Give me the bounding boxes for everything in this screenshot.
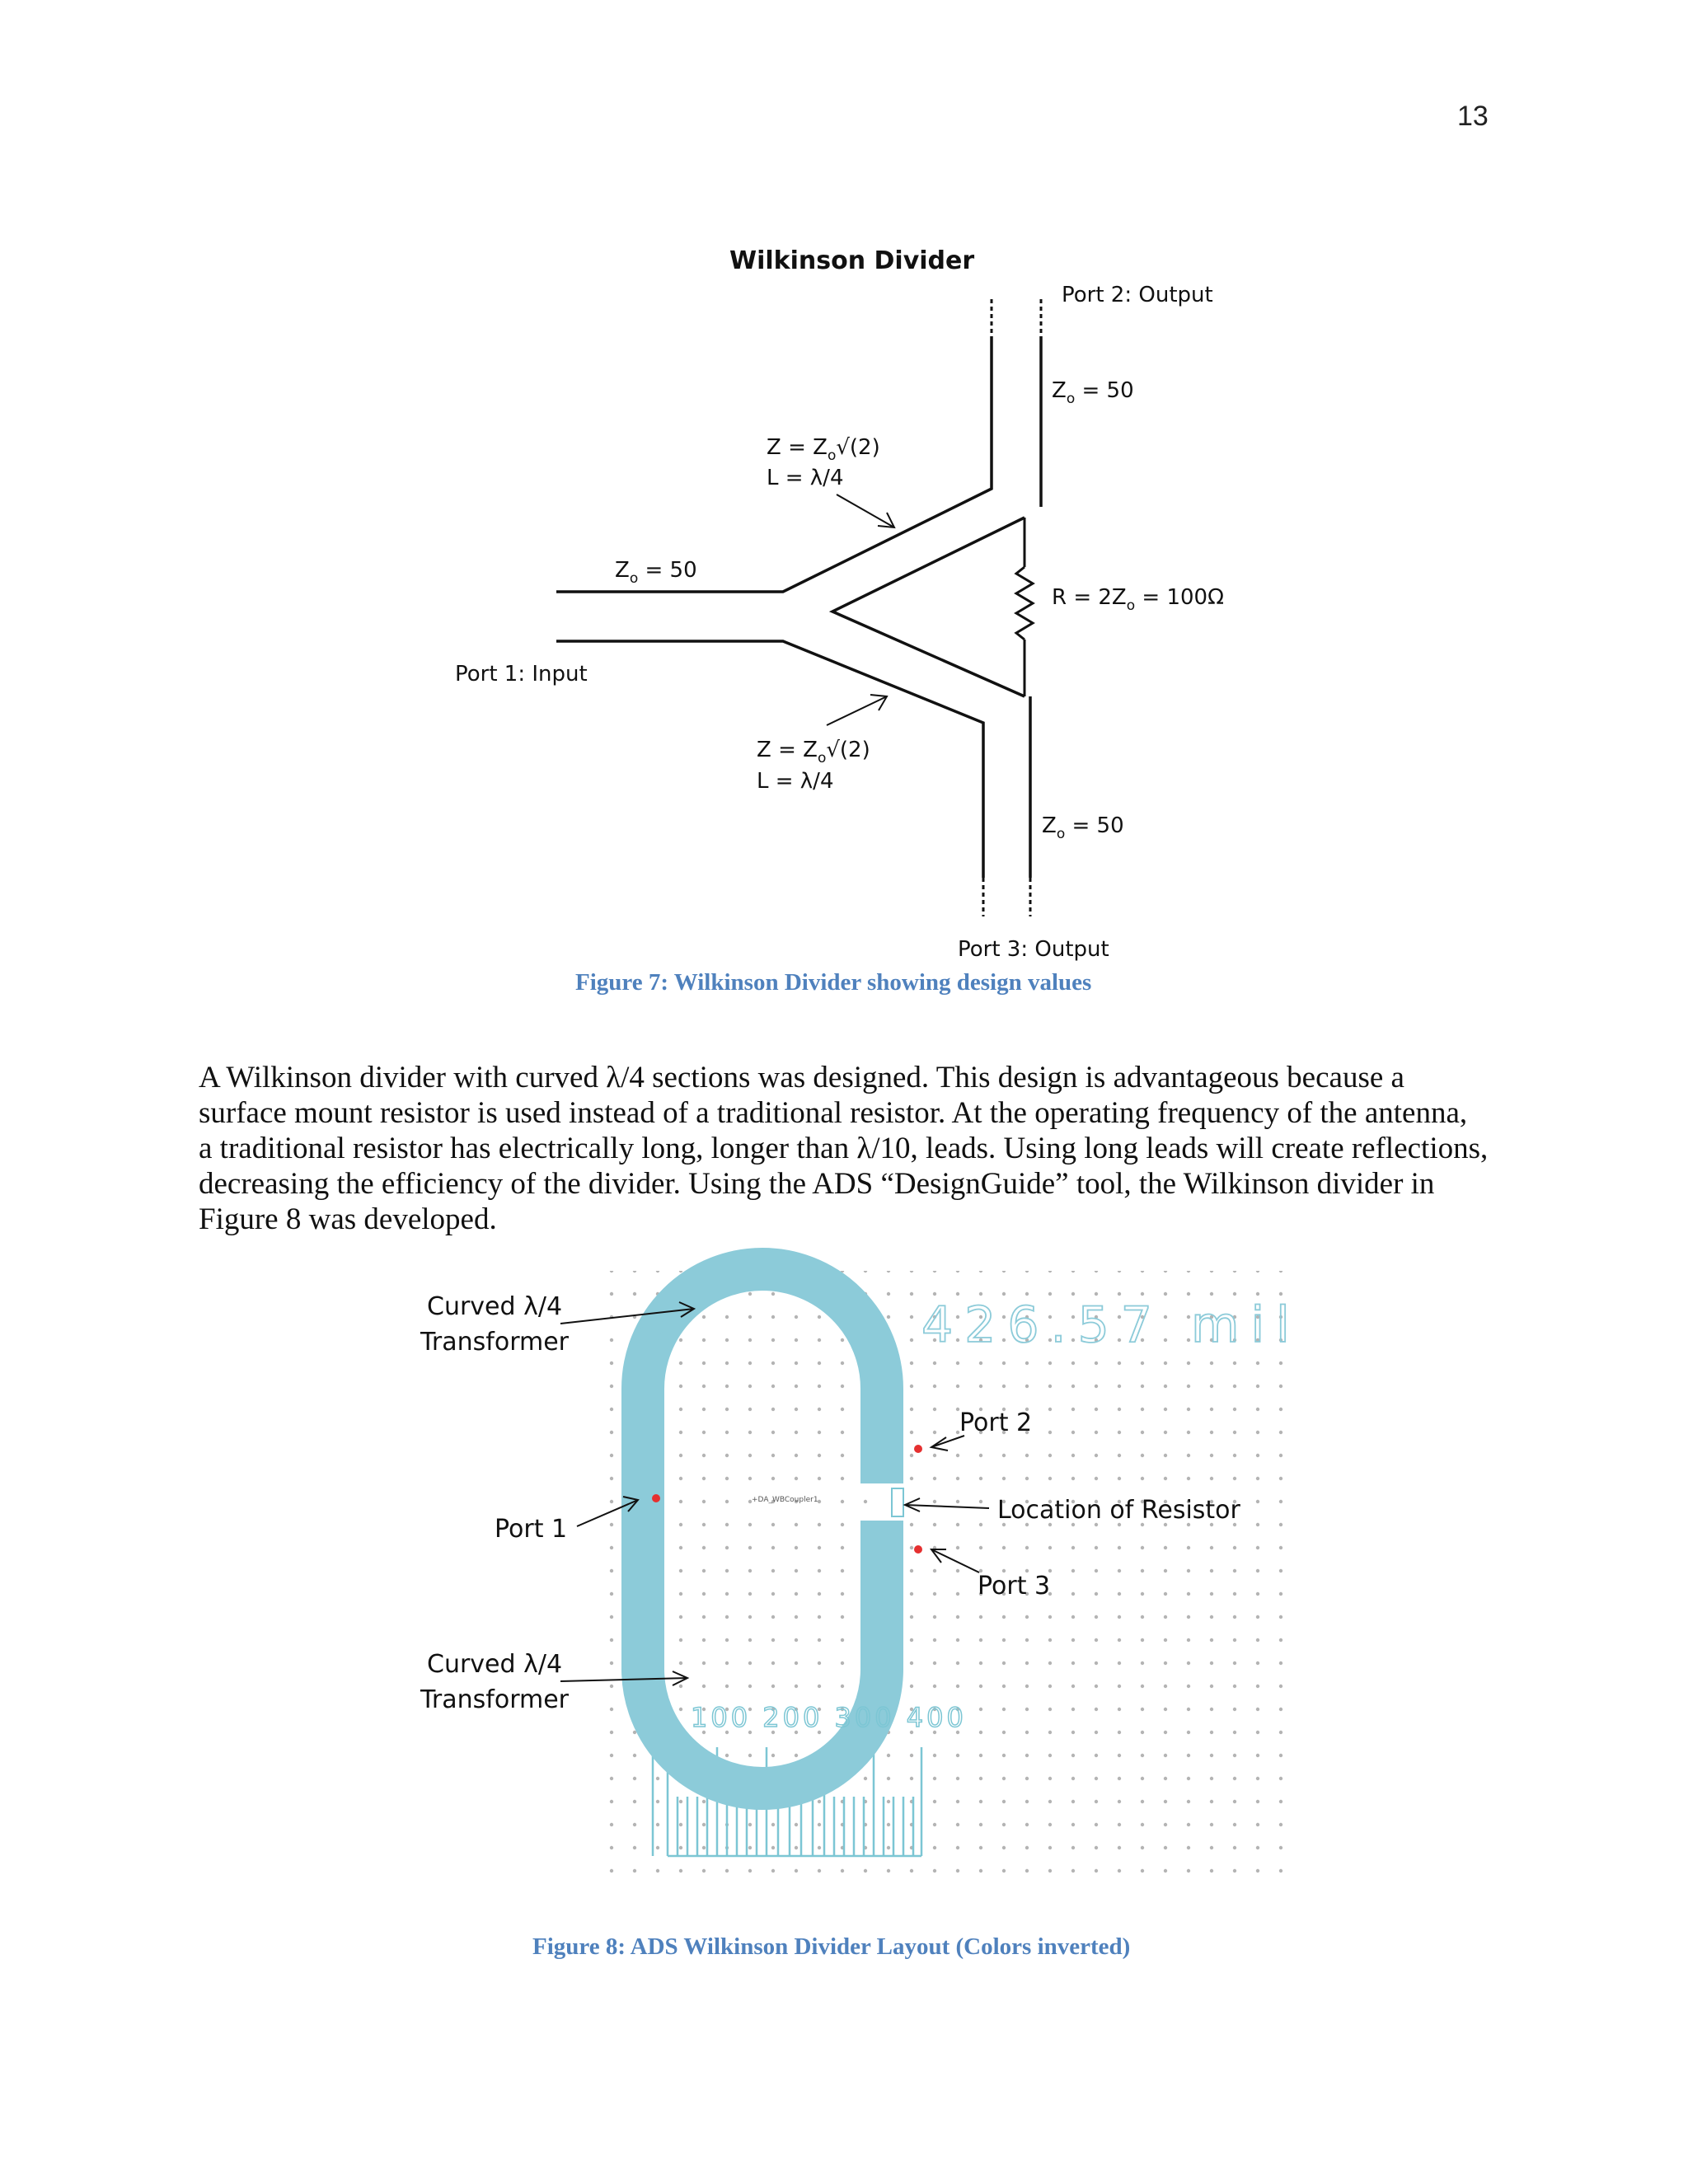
figure-8-ads-layout (0, 1236, 1688, 1896)
port1-annotation: Port 1 (495, 1515, 568, 1544)
paragraph-line: decreasing the efficiency of the divider. Using the ADS “DesignGuide” tool, the Wilkinson divider in (199, 1167, 1435, 1201)
paragraph-line: a traditional resistor has electrically long, longer than λ/10, leads. Using long leads will create reflections, (199, 1132, 1489, 1165)
resistor-annotation: Location of Resistor (997, 1496, 1240, 1525)
curved-transformer-bottom-line1: Curved λ/4 (427, 1650, 563, 1679)
lower-arm-arrow (827, 695, 887, 725)
port2-label: Port 2: Output (1062, 283, 1213, 307)
lower-z-label: $Z = Z_o√(2)$ (757, 738, 870, 766)
upper-arm-arrow (837, 494, 894, 527)
curved-transformer-top-line1: Curved λ/4 (427, 1292, 563, 1321)
body-paragraph (199, 1060, 1517, 1237)
curved-transformer-bottom-line2: Transformer (420, 1685, 570, 1714)
ruler-text: 100 200 300 400 (691, 1702, 967, 1733)
upper-l-label: L = λ/4 (767, 466, 844, 490)
upper-arm-outer (556, 336, 992, 592)
paragraph-line: A Wilkinson divider with curved λ/4 sections was designed. This design is advantageous because a (199, 1061, 1404, 1094)
figure7-title: Wilkinson Divider (729, 246, 975, 275)
figure-7-caption: Figure 7: Wilkinson Divider showing design values (575, 969, 1092, 996)
figure-7-wilkinson-schematic (0, 0, 1688, 972)
z0-left-label: $Z_o = 50$ (615, 558, 697, 587)
paragraph-line: Figure 8 was developed. (199, 1202, 497, 1236)
upper-z-label: $Z = Z_o√(2)$ (767, 435, 880, 464)
z0-bottom-label: $Z_o = 50$ (1042, 813, 1124, 842)
dimension-zero: 0 (639, 1304, 665, 1352)
port2-marker (914, 1445, 922, 1453)
port3-marker (914, 1545, 922, 1554)
inner-v (832, 518, 1025, 696)
lower-l-label: L = λ/4 (757, 769, 834, 794)
port3-label: Port 3: Output (958, 937, 1109, 962)
port1-label: Port 1: Input (455, 662, 588, 687)
port1-marker (652, 1494, 660, 1502)
page-number: 13 (1457, 101, 1489, 132)
z0-top-label: $Z_o = 50$ (1052, 378, 1134, 407)
port3-annotation: Port 3 (978, 1572, 1051, 1601)
dimension-label: 426.57 mil (921, 1296, 1301, 1354)
figure-8-caption: Figure 8: ADS Wilkinson Divider Layout (Colors inverted) (532, 1933, 1131, 1960)
curved-transformer-top-line2: Transformer (420, 1328, 570, 1357)
resistor-symbol (1016, 518, 1033, 696)
component-label: +DA_WBCoupler1 (752, 1496, 818, 1504)
port2-annotation: Port 2 (959, 1408, 1033, 1437)
paragraph-line: surface mount resistor is used instead of a traditional resistor. At the operating frequency of the antenna, (199, 1096, 1468, 1130)
resistor-label: $R = 2Z_o = 100\Omega$ (1052, 585, 1224, 614)
